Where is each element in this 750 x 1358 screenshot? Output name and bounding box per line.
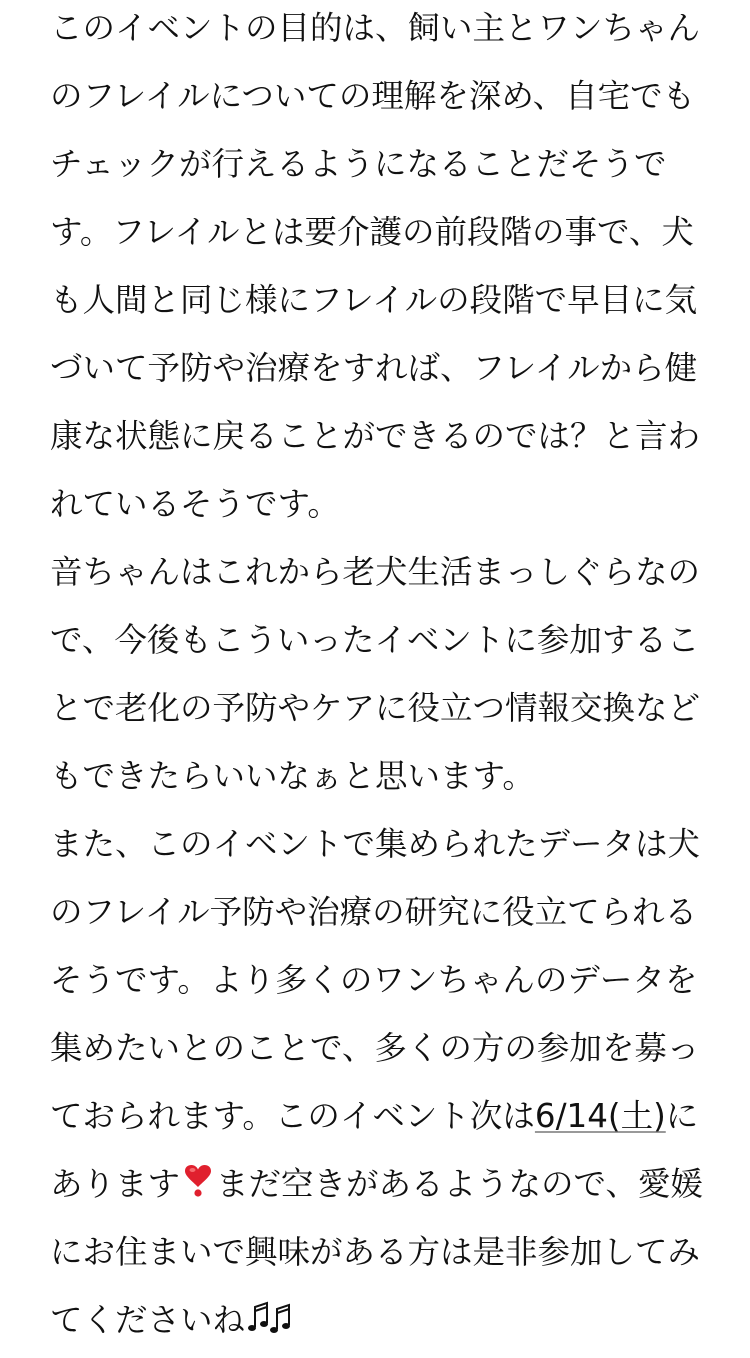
article-body [50,0,740,1354]
text-line [50,1150,740,1218]
text-line: 集めたいとのことで、多くの方の参加を募っ [50,1029,700,1067]
text-line: のフレイルについての理解を深め、自宅でも [50,77,696,115]
event-date-link[interactable]: 6/14(土) [534,1097,666,1135]
text-segment: あります [50,1165,181,1203]
text-segment: ておられます。このイベント次は [50,1097,535,1135]
text-line: また、このイベントで集められたデータは犬 [50,825,701,863]
heavy-heart-exclamation-icon [184,1152,212,1184]
text-segment: てくださいね [50,1301,246,1339]
text-line [50,1286,740,1354]
text-line [50,1082,740,1150]
text-line: このイベントの目的は、飼い主とワンちゃん [50,9,701,47]
text-line: そうです。より多くのワンちゃんのデータを [50,961,698,999]
text-line: のフレイル予防や治療の研究に役立てられる [50,893,698,931]
text-line: づいて予防や治療をすれば、フレイルから健 [50,349,698,387]
musical-notes-icon [245,1290,293,1324]
text-line: す。フレイルとは要介護の前段階の事で、犬 [50,213,694,251]
text-line: 音ちゃんはこれから老犬生活まっしぐらなの [50,553,701,591]
text-segment: まだ空きがあるようなので、愛媛 [216,1165,703,1203]
text-line: で、今後もこういったイベントに参加するこ [50,621,700,659]
text-line: も人間と同じ様にフレイルの段階で早目に気 [50,281,698,319]
text-segment: に [665,1097,699,1135]
text-line: にお住まいで興味がある方は是非参加してみ [50,1233,701,1271]
text-line: もできたらいいなぁと思います。 [50,757,535,795]
text-line: 康な状態に戻ることができるのでは？と言わ [50,417,701,455]
text-line: チェックが行えるようになることだそうで [50,145,667,183]
text-line: れているそうです。 [50,485,340,523]
text-line: とで老化の予防やケアに役立つ情報交換など [50,689,701,727]
